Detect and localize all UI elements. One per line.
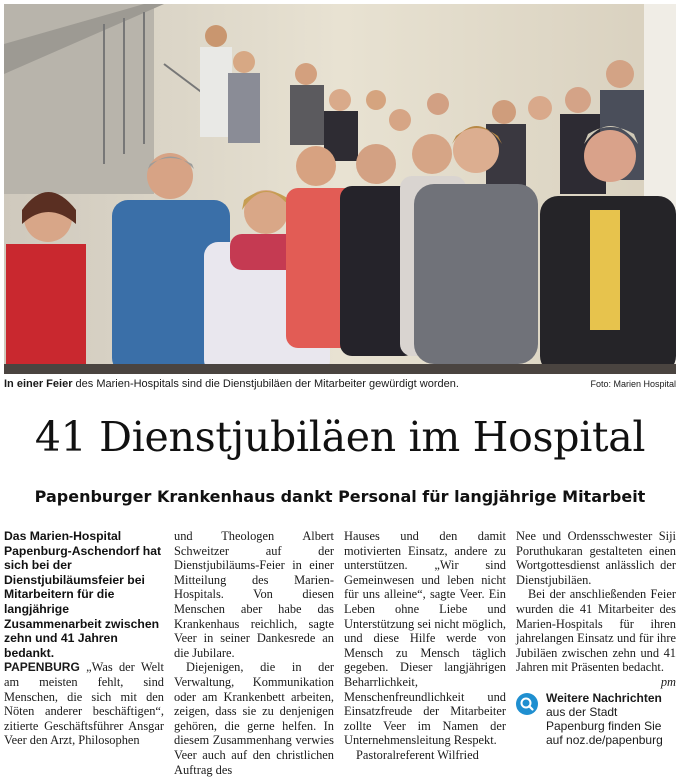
article-paragraph-4: Hauses und den damit motivierten Einsatz, andere zu unterstützen. „Wir sind Gemeinwesen und leben nicht für uns alleine“, sagte Veer. Ein Leben ohne Liebe und Unterstützung sei nicht möglich, und diese Hilfe werde von Mensch zu Mensch täglich gegeben. Dieser langjährigen Beharrlichkeit, Menschenfreundlichkeit und Einsatzfreude der Mitarbeiter zollte Veer im Namen der Unternehmensleitung Respekt. [344,529,506,748]
article-lead: Das Marien-Hospital Papenburg-Aschendorf hat sich bei der Dienstjubiläumsfeier bei Mitarbeitern für die langjährige Zusammenarbeit zwischen zehn und 41 Jahren bedankt. [4,529,162,660]
photo-caption-text: des Marien-Hospitals sind die Dienstjubiläen der Mitarbeiter gewürdigt worden. [72,378,459,390]
group-photo [4,4,676,374]
photo-credit: Foto: Marien Hospital [590,379,676,389]
more-news-link-text[interactable]: aus der Stadt Papenburg finden Sie auf noz.de/papenburg [546,705,663,747]
article-column-3 [344,529,506,763]
photo-caption-row [4,376,676,394]
search-magnifier-icon [516,693,538,715]
group-photo-image [4,4,676,374]
article-paragraph-3: Diejenigen, die in der Verwaltung, Kommunikation oder am Krankenbett arbeiten, zeigen, dass sie zu denjenigen gehören, die gerne helfen. In diesem Zusammenhang verwies Veer auch auf den christlichen Auftrag des [174,660,334,777]
more-news-box[interactable] [516,690,676,746]
article-body-1: „Was der Welt am meisten fehlt, sind Menschen, die sich mit den Nöten anderer beschäftigen“, zitierte Geschäftsführer Ansgar Veer den Arzt, Philosophen [4,660,164,748]
article-paragraph-2: und Theologen Albert Schweitzer auf der Dienstjubiläums-Feier in einer Mitteilung des Marien-Hospitals. Von diesen Menschen aber habe das Krankenhaus reichlich, sagte Veer in seiner Dankesrede an die Jubilare. [174,529,334,660]
article-paragraph-5: Pastoralreferent Wilfried [356,747,479,762]
article-dateline: PAPENBURG [4,660,80,675]
photo-caption-bold: In einer Feier [4,378,73,390]
article-signature: pm [660,674,676,689]
article-column-1 [4,529,164,748]
more-news-title: Weitere Nachrichten [546,691,662,705]
article-headline: 41 Dienstjubiläen im Hospital [34,413,646,461]
photo-caption [4,378,459,390]
article-paragraph-6: Nee und Ordensschwester Siji Poruthukaran gestalteten einen Wortgottesdienst anlässlich der Dienstjubiläen. [516,529,676,587]
article-paragraph-7: Bei der anschließenden Feier wurden die 41 Mitarbeiter des Marien-Hospitals für ihren jahrelangen Einsatz und für ihre Jubiläen zwischen zehn und 41 Jahren mit Präsenten bedacht. [516,587,676,675]
article-column-2 [174,529,334,777]
article-column-4 [516,529,676,690]
more-news-text-block [546,691,676,747]
article-subheadline: Papenburger Krankenhaus dankt Personal für langjährige Mitarbeit [34,487,646,506]
article-paragraph-1 [4,660,164,748]
